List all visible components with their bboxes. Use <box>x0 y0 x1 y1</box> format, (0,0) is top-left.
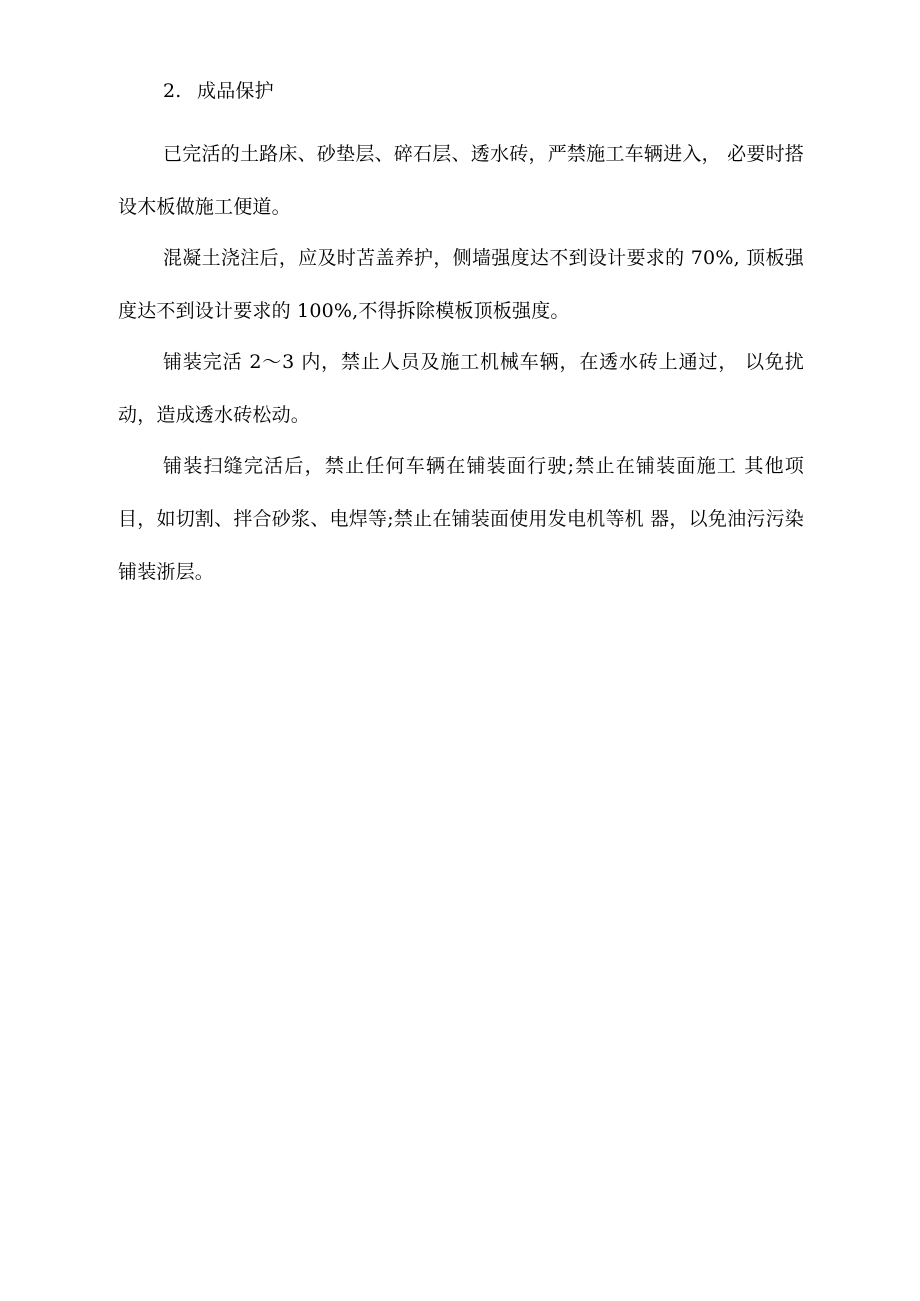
paragraph-concrete-curing: 混凝土浇注后，应及时苫盖养护，侧墙强度达不到设计要求的 70%, 顶板强度达不到设计要求的 100%,不得拆除模板顶板强度。 <box>118 247 804 322</box>
section-number: 2. <box>163 80 182 102</box>
paragraph-site-protection: 已完活的土路床、砂垫层、碎石层、透水砖，严禁施工车辆进入， 必要时搭设木板做施工便道。 <box>118 143 804 218</box>
section-title: 成品保护 <box>197 80 274 102</box>
section-heading <box>163 76 274 103</box>
paragraph-joint-sweeping: 铺装扫缝完活后，禁止任何车辆在铺装面行驶;禁止在铺装面施工 其他项目，如切割、拌合砂浆、电焊等;禁止在铺装面使用发电机等机 器，以免油污污染铺装浙层。 <box>118 455 804 583</box>
paragraph-paving-restriction: 铺装完活 2～3 内，禁止人员及施工机械车辆，在透水砖上通过， 以免扰动，造成透水砖松动。 <box>118 351 804 426</box>
